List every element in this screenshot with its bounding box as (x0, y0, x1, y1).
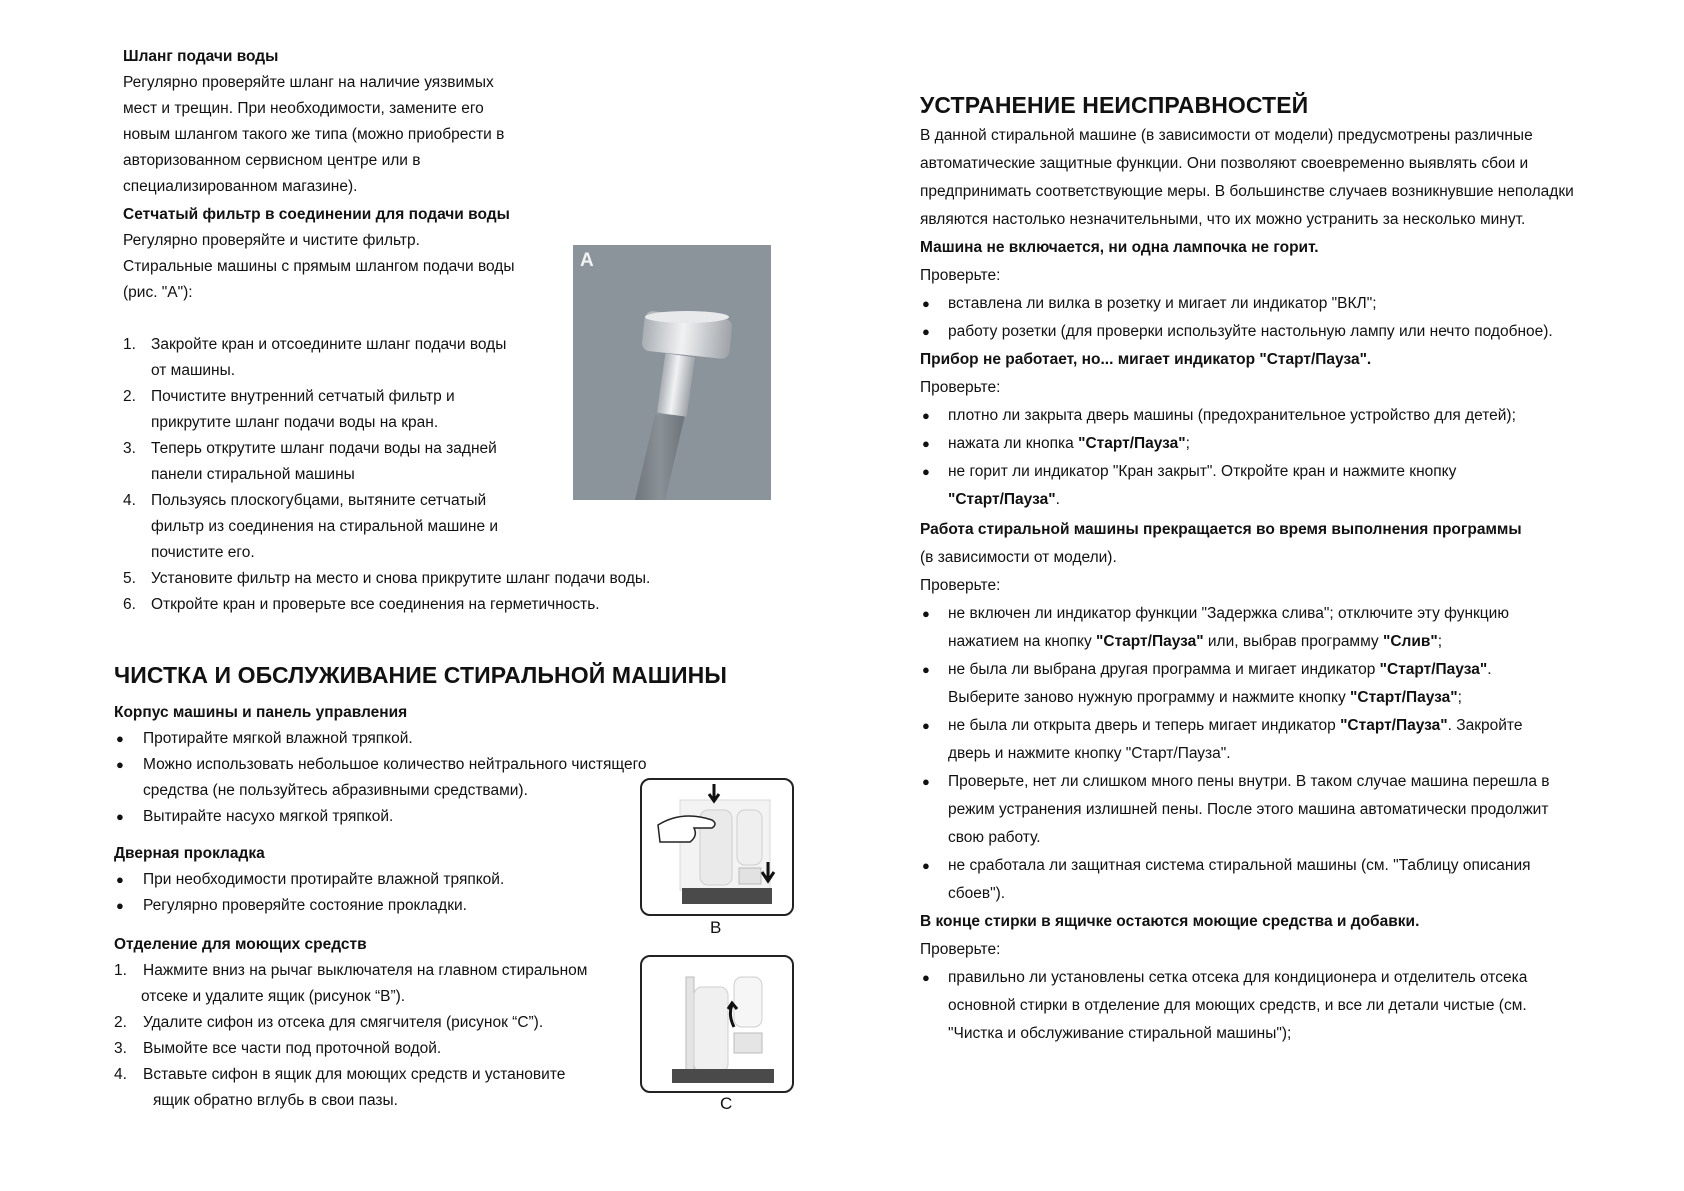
step-text: от машины. (151, 362, 236, 379)
step-number: 1. (123, 336, 136, 353)
bullet-text: свою работу. (948, 829, 1041, 846)
bullet-text: При необходимости протирайте влажной тряпкой. (143, 871, 505, 888)
bullet-text: нажата ли кнопка "Старт/Пауза"; (948, 435, 1190, 452)
bullet-text: Выберите заново нужную программу и нажмите кнопку "Старт/Пауза"; (948, 689, 1462, 706)
bullet-icon: ● (922, 662, 930, 677)
bullet-text: режим устранения излишней пены. После этого машина автоматически продолжит (948, 801, 1549, 818)
bullet-icon: ● (922, 970, 930, 985)
step-text: Закройте кран и отсоедините шланг подачи воды (151, 336, 507, 353)
step-text: отсеке и удалите ящик (рисунок “B”). (141, 988, 406, 1005)
step-number: 6. (123, 596, 136, 613)
intro-line: предпринимать соответствующие меры. В большинстве случаев возникнувшие неполадки (920, 183, 1574, 200)
figure-c-label: C (720, 1094, 733, 1113)
filter-text-line: (рис. "А"): (123, 284, 193, 301)
hose-text-line: новым шлангом такого же типа (можно приобрести в (123, 126, 505, 143)
bullet-icon: ● (922, 324, 930, 339)
bullet-text: сбоев"). (948, 885, 1006, 902)
bullet-icon: ● (922, 774, 930, 789)
figure-a-label: A (580, 250, 594, 271)
step-number: 3. (123, 440, 136, 457)
bullet-text: Проверьте, нет ли слишком много пены внутри. В таком случае машина перешла в (948, 773, 1550, 790)
check-label: Проверьте: (920, 941, 1001, 958)
hose-icon (573, 245, 771, 500)
intro-line: являются настолько незначительными, что их можно устранить за несколько минут. (920, 211, 1526, 228)
body-panel-title: Корпус машины и панель управления (114, 704, 408, 721)
bullet-icon: ● (922, 606, 930, 621)
hose-text-line: мест и трещин. При необходимости, замените его (123, 100, 484, 117)
troubleshooting-heading: УСТРАНЕНИЕ НЕИСПРАВНОСТЕЙ (920, 92, 1309, 118)
bullet-text: средства (не пользуйтесь абразивными средствами). (143, 782, 528, 799)
step-number: 2. (114, 1014, 127, 1031)
filter-text-line: Регулярно проверяйте и чистите фильтр. (123, 232, 420, 249)
step-number: 4. (123, 492, 136, 509)
intro-line: В данной стиральной машине (в зависимости от модели) предусмотрены различные (920, 127, 1533, 144)
step-text: ящик обратно вглубь в свои пазы. (153, 1092, 398, 1109)
bullet-text: Регулярно проверяйте состояние прокладки. (143, 897, 467, 914)
bullet-text: правильно ли установлены сетка отсека для кондиционера и отделитель отсека (948, 969, 1528, 986)
step-number: 1. (114, 962, 127, 979)
hose-text-line: Регулярно проверяйте шланг на наличие уязвимых (123, 74, 494, 91)
bullet-icon: ● (922, 464, 930, 479)
step-text: Почистите внутренний сетчатый фильтр и (151, 388, 455, 405)
problem-title: Работа стиральной машины прекращается во время выполнения программы (920, 521, 1522, 538)
figure-b-drawer-removal (640, 778, 794, 916)
check-label: Проверьте: (920, 577, 1001, 594)
step-text: панели стиральной машины (151, 466, 355, 483)
step-text: почистите его. (151, 544, 255, 561)
step-text: Нажмите вниз на рычаг выключателя на главном стиральном (143, 962, 588, 979)
check-label: Проверьте: (920, 379, 1001, 396)
bullet-icon: ● (922, 858, 930, 873)
bullet-text: Можно использовать небольшое количество нейтрального чистящего (143, 756, 647, 773)
bullet-icon: ● (922, 436, 930, 451)
check-label: Проверьте: (920, 267, 1001, 284)
intro-line: автоматические защитные функции. Они позволяют своевременно выявлять сбои и (920, 155, 1529, 172)
bullet-text: Вытирайте насухо мягкой тряпкой. (143, 808, 394, 825)
hose-text-line: авторизованном сервисном центре или в (123, 152, 421, 169)
problem-title: В конце стирки в ящичке остаются моющие средства и добавки. (920, 913, 1420, 930)
filter-section-title: Сетчатый фильтр в соединении для подачи воды (123, 206, 510, 223)
hose-text-line: специализированном магазине). (123, 178, 358, 195)
step-number: 2. (123, 388, 136, 405)
bullet-text: не была ли выбрана другая программа и мигает индикатор "Старт/Пауза". (948, 661, 1492, 678)
step-text: фильтр из соединения на стиральной машине и (151, 518, 499, 535)
step-text: Теперь открутите шланг подачи воды на задней (151, 440, 497, 457)
step-number: 4. (114, 1066, 127, 1083)
step-text: прикрутите шланг подачи воды на кран. (151, 414, 439, 431)
step-text: Вставьте сифон в ящик для моющих средств и установите (143, 1066, 566, 1083)
bullet-text: работу розетки (для проверки используйте настольную лампу или нечто подобное). (948, 323, 1553, 340)
bullet-icon: ● (116, 731, 124, 746)
bullet-text: Протирайте мягкой влажной тряпкой. (143, 730, 413, 747)
bullet-text: дверь и нажмите кнопку "Старт/Пауза". (948, 745, 1231, 762)
detergent-drawer-icon (642, 780, 792, 914)
hose-section-title: Шланг подачи воды (123, 48, 279, 65)
bullet-icon: ● (116, 872, 124, 887)
step-text: Пользуясь плоскогубцами, вытяните сетчатый (151, 492, 487, 509)
problem-subtitle: (в зависимости от модели). (920, 549, 1117, 566)
siphon-icon (642, 957, 792, 1091)
step-text: Установите фильтр на место и снова прикрутите шланг подачи воды. (151, 570, 651, 587)
bullet-text: "Старт/Пауза". (948, 491, 1060, 508)
figure-c-siphon-removal (640, 955, 794, 1093)
bullet-text: не была ли открыта дверь и теперь мигает индикатор "Старт/Пауза". Закройте (948, 717, 1523, 734)
bullet-icon: ● (116, 898, 124, 913)
step-number: 5. (123, 570, 136, 587)
bullet-text: не горит ли индикатор "Кран закрыт". Откройте кран и нажмите кнопку (948, 463, 1457, 480)
bullet-icon: ● (116, 757, 124, 772)
figure-a-hose-photo (573, 245, 771, 500)
detergent-title: Отделение для моющих средств (114, 936, 367, 953)
problem-title: Машина не включается, ни одна лампочка не горит. (920, 239, 1319, 256)
bullet-icon: ● (922, 718, 930, 733)
step-number: 3. (114, 1040, 127, 1057)
bullet-text: плотно ли закрыта дверь машины (предохранительное устройство для детей); (948, 407, 1516, 424)
bullet-text: не включен ли индикатор функции "Задержка слива"; отключите эту функцию (948, 605, 1509, 622)
bullet-text: основной стирки в отделение для моющих средств, и все ли детали чистые (см. (948, 997, 1527, 1014)
bullet-text: не сработала ли защитная система стиральной машины (см. "Таблицу описания (948, 857, 1531, 874)
door-seal-title: Дверная прокладка (114, 845, 265, 862)
bullet-text: "Чистка и обслуживание стиральной машины"); (948, 1025, 1292, 1042)
bullet-icon: ● (116, 809, 124, 824)
bullet-text: нажатием на кнопку "Старт/Пауза" или, выбрав программу "Слив"; (948, 633, 1443, 650)
step-text: Вымойте все части под проточной водой. (143, 1040, 442, 1057)
cleaning-heading: ЧИСТКА И ОБСЛУЖИВАНИЕ СТИРАЛЬНОЙ МАШИНЫ (114, 662, 727, 688)
bullet-text: вставлена ли вилка в розетку и мигает ли индикатор "ВКЛ"; (948, 295, 1377, 312)
step-text: Откройте кран и проверьте все соединения на герметичность. (151, 596, 600, 613)
problem-title: Прибор не работает, но... мигает индикатор "Старт/Пауза". (920, 351, 1372, 368)
step-text: Удалите сифон из отсека для смягчителя (рисунок “C”). (143, 1014, 544, 1031)
filter-text-line: Стиральные машины с прямым шлангом подачи воды (123, 258, 515, 275)
figure-b-label: B (710, 918, 722, 937)
bullet-icon: ● (922, 408, 930, 423)
bullet-icon: ● (922, 296, 930, 311)
